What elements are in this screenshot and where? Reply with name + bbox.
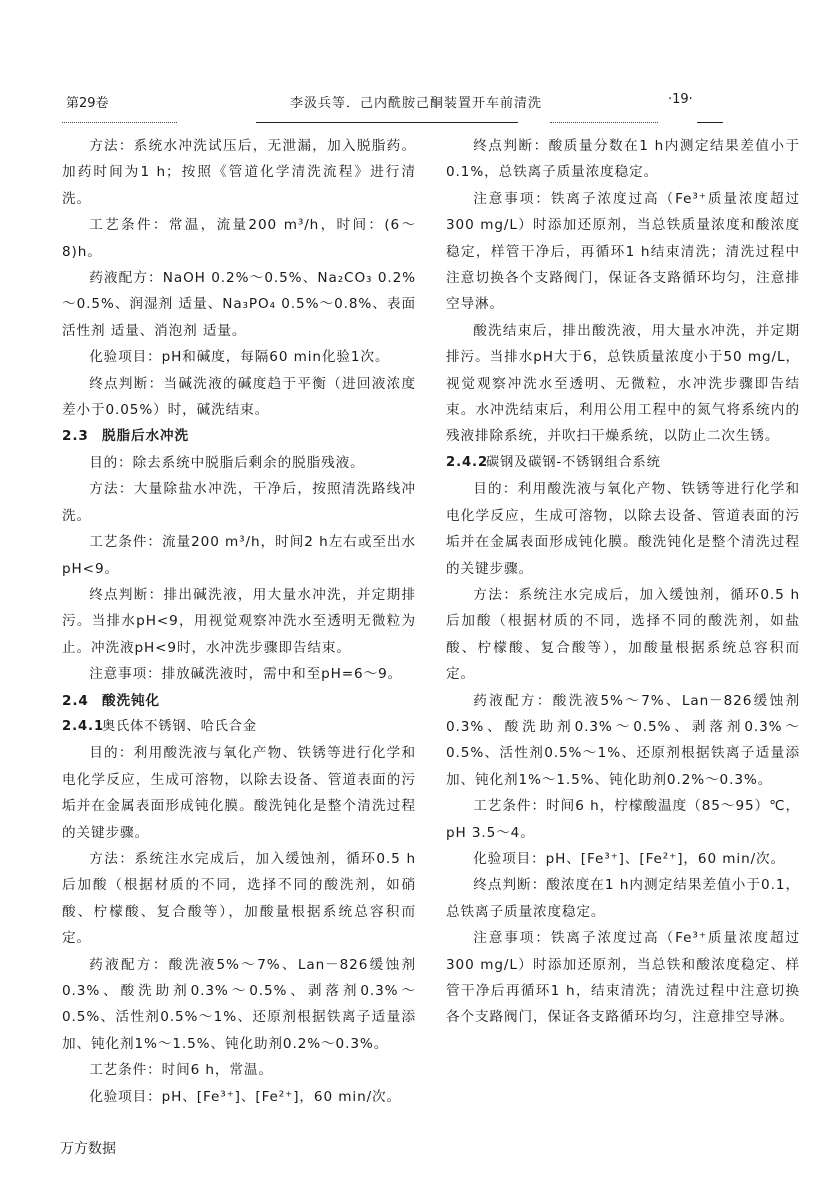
section-number: 2.3 (62, 428, 89, 445)
paragraph: 化验项目：pH和碱度，每隔60 min化验1次。 (89, 349, 390, 366)
paragraph: 终点判断：排出碱洗液，用大量水冲洗，并定期排污。当排水pH<9，用视觉观察冲洗水至透明无微粒为止。冲洗液pH<9时，水冲洗步骤即告结束。 (62, 586, 416, 656)
paragraph: 目的：利用酸洗液与氧化产物、铁锈等进行化学和电化学反应，生成可溶物，以除去设备、管道表面的污垢并在金属表面形成钝化膜。酸洗钝化是整个清洗过程的关键步骤。 (446, 481, 800, 577)
paragraph: 化验项目：pH、[Fe³⁺]、[Fe²⁺]，60 min/次。 (473, 850, 786, 867)
running-title: 李汲兵等．己内酰胺己酮装置开车前清洗 (290, 96, 543, 111)
paragraph: 工艺条件：时间6 h，常温。 (89, 1062, 273, 1079)
header-rule (62, 122, 177, 123)
paragraph: 终点判断：酸质量分数在1 h内测定结果差值小于0.1%，总铁离子质量浓度稳定。 (446, 138, 800, 181)
section-title: 碳钢及碳钢-不锈钢组合系统 (486, 454, 661, 470)
section-title: 脱脂后水冲洗 (102, 428, 189, 445)
paragraph: 工艺条件：时间6 h，柠檬酸温度（85～95）℃，pH 3.5～4。 (446, 798, 800, 841)
left-column (62, 133, 416, 1110)
paragraph: 化验项目：pH、[Fe³⁺]、[Fe²⁺]，60 min/次。 (89, 1088, 402, 1105)
paragraph: 注意事项：铁离子浓度过高（Fe³⁺质量浓度超过300 mg/L）时添加还原剂，当总铁质量浓度和酸浓度稳定，样管干净后，再循环1 h结束清洗；清洗过程中注意切换各个支路阀门，保证各支路循环均匀，注意排空导淋。 (446, 190, 800, 313)
watermark: 万方数据 (60, 1141, 116, 1157)
paragraph: 方法：系统水冲洗试压后，无泄漏，加入脱脂药。加药时间为1 h；按照《管道化学清洗流程》进行清洗。 (62, 138, 416, 207)
paragraph: 药液配方：NaOH 0.2%～0.5%、Na₂CO₃ 0.2%～0.5%、润湿剂 适量、Na₃PO₄ 0.5%～0.8%、表面活性剂 适量、消泡剂 适量。 (62, 270, 416, 339)
paragraph: 方法：大量除盐水冲洗，干净后，按照清洗路线冲洗。 (62, 481, 416, 524)
paragraph: 注意事项：铁离子浓度过高（Fe³⁺质量浓度超过300 mg/L）时添加还原剂，当总铁和酸浓度稳定、样管干净后再循环1 h，结束清洗；清洗过程中注意切换各个支路阀门，保证各支路循环均匀，注意排空导淋。 (446, 930, 800, 1026)
paragraph: 方法：系统注水完成后，加入缓蚀剂，循环0.5 h后加酸（根据材质的不同，选择不同的酸洗剂，如硝酸、柠檬酸、复合酸等），加酸量根据系统总容积而定。 (62, 850, 416, 947)
journal-volume: 第29卷 (66, 96, 109, 111)
section-number: 2.4.1 (62, 718, 105, 734)
paragraph: 酸洗结束后，排出酸洗液，用大量水冲洗，并定期排污。当排水pH大于6，总铁质量浓度小于50 mg/L，视觉观察冲洗水至透明、无微粒，水冲洗步骤即告结束。水冲洗结束后，利用公用工程中的氮气将系统内的残液排除系统，并吹扫干燥系统，以防止二次生锈。 (446, 322, 800, 445)
section-heading (62, 688, 416, 714)
section-heading (62, 423, 416, 449)
section-title: 奥氏体不锈钢、哈氏合金 (102, 718, 257, 734)
page-number: ·19· (668, 92, 693, 107)
paragraph: 终点判断：酸浓度在1 h内测定结果差值小于0.1，总铁离子质量浓度稳定。 (446, 877, 800, 920)
section-title: 酸洗钝化 (102, 692, 160, 709)
header-rule (550, 122, 658, 123)
paragraph: 注意事项：排放碱洗液时，需中和至pH=6～9。 (89, 666, 403, 683)
paragraph: 终点判断：当碱洗液的碱度趋于平衡（进回液浓度差小于0.05%）时，碱洗结束。 (62, 375, 416, 419)
paragraph: 药液配方：酸洗液5%～7%、Lan－826缓蚀剂0.3%、酸洗助剂0.3%～0.5%、剥落剂0.3%～0.5%、活性剂0.5%～1%、还原剂根据铁离子适量添加、钝化剂1%～1.5%、钝化助剂0.2%～0.3%。 (62, 956, 416, 1052)
paragraph: 工艺条件：流量200 m³/h，时间2 h左右或至出水pH<9。 (62, 534, 416, 577)
paragraph: 工艺条件：常温，流量200 m³/h，时间：(6～8)h。 (62, 217, 416, 260)
section-heading (446, 450, 800, 476)
section-number: 2.4.2 (446, 454, 489, 470)
right-column (446, 133, 800, 1031)
paragraph: 方法：系统注水完成后，加入缓蚀剂，循环0.5 h后加酸（根据材质的不同，选择不同的酸洗剂，如盐酸、柠檬酸、复合酸等），加酸量根据系统总容积而定。 (446, 586, 800, 683)
paragraph: 目的：利用酸洗液与氧化产物、铁锈等进行化学和电化学反应，生成可溶物，以除去设备、管道表面的污垢并在金属表面形成钝化膜。酸洗钝化是整个清洗过程的关键步骤。 (62, 745, 416, 841)
section-heading (62, 714, 416, 740)
section-number: 2.4 (62, 692, 89, 709)
header-rule (256, 122, 518, 123)
header-rule (697, 122, 723, 123)
paragraph: 药液配方：酸洗液5%～7%、Lan－826缓蚀剂0.3%、酸洗助剂0.3%～0.5%、剥落剂0.3%～0.5%、活性剂0.5%～1%、还原剂根据铁离子适量添加、钝化剂1%～1.5%、钝化助剂0.2%～0.3%。 (446, 692, 800, 788)
paragraph: 目的：除去系统中脱脂后剩余的脱脂残液。 (89, 454, 365, 471)
